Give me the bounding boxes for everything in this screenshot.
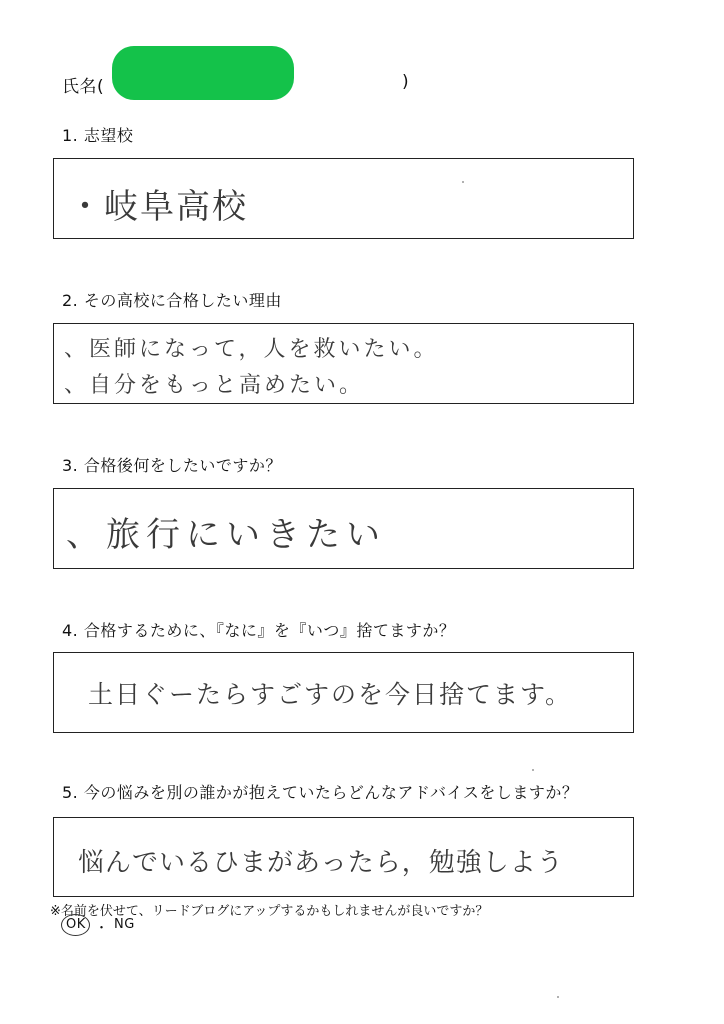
option-ok[interactable]: OK [66,917,86,932]
name-close-paren: ) [402,72,410,92]
answer-3-line-1: 、旅行にいきたい [66,515,386,555]
option-separator: ・ [95,921,109,936]
answer-box-5 [53,817,634,897]
answer-4-line-1: 土日ぐーたらすごすのを今日捨てます。 [88,680,573,709]
answer-2-line-2: 、自分をもっと高めたい。 [64,373,365,398]
question-2-label: 2. その高校に合格したい理由 [62,291,282,310]
name-label: 氏名( [62,77,105,97]
answer-box-4 [53,652,634,733]
footer-note: ※名前を伏せて、リードブログにアップするかもしれませんが良いですか？ [50,904,489,919]
option-ng[interactable]: NG [114,917,135,932]
answer-box-3 [53,488,634,569]
name-redaction [112,46,294,100]
answer-2-line-1: 、医師になって，人を救いたい。 [64,337,439,362]
question-1-label: 1. 志望校 [62,126,134,145]
scan-speck [462,181,464,183]
scan-speck [532,769,534,771]
question-4-label: 4. 合格するために、『なに』を『いつ』捨てますか？ [62,621,456,640]
question-5-label: 5. 今の悩みを別の誰かが抱えていたらどんなアドバイスをしますか？ [62,783,579,802]
answer-box-1 [53,158,634,239]
answer-5-line-1: 悩んでいるひまがあったら，勉強しよう [78,848,564,878]
question-3-label: 3. 合格後何をしたいですか？ [62,456,282,475]
ok-selected-circle [61,914,90,936]
answer-1-line-1: ・岐阜高校 [68,187,248,227]
answer-box-2 [53,323,634,404]
scan-speck [557,996,559,998]
